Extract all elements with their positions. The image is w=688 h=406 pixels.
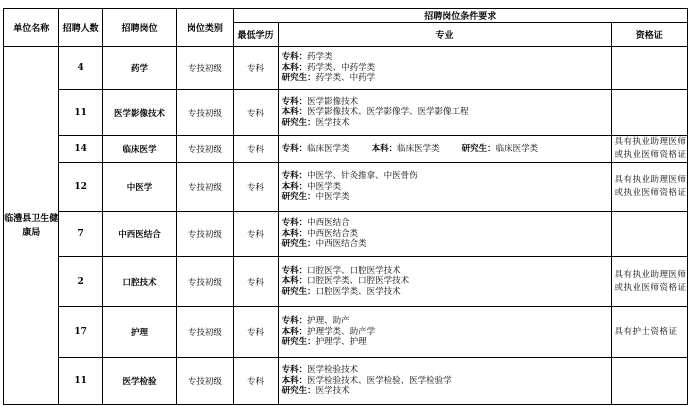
certificate-cell <box>611 212 687 257</box>
category-cell: 专技初级 <box>177 358 233 405</box>
major-level: 研究生： <box>461 143 496 154</box>
major-level: 专科： <box>281 316 308 327</box>
count-cell: 11 <box>59 358 102 405</box>
position-cell: 医学影像技术 <box>102 90 176 136</box>
table-row <box>4 136 688 163</box>
major-level: 专科： <box>281 365 308 376</box>
certificate-header: 资格证 <box>611 23 687 47</box>
major-level: 本科： <box>281 181 308 192</box>
major-text: 临床医学类 <box>495 143 539 154</box>
major-level: 研究生： <box>281 337 316 348</box>
count-cell: 2 <box>59 257 102 307</box>
requirements-header: 招聘岗位条件要求 <box>233 9 687 23</box>
major-text: 医学技术 <box>315 386 350 397</box>
major-level: 本科： <box>281 326 308 337</box>
unit-header: 单位名称 <box>4 9 59 47</box>
major-text: 中医学类 <box>307 181 342 192</box>
major-text: 口腔医学、口腔医学技术 <box>307 265 401 276</box>
category-cell: 专技初级 <box>177 90 233 136</box>
major-level: 研究生： <box>281 386 316 397</box>
certificate-cell <box>611 90 687 136</box>
certificate-cell: 具有护士资格证 <box>611 307 687 358</box>
count-cell: 14 <box>59 136 102 163</box>
major-cell <box>278 307 611 358</box>
certificate-cell <box>611 358 687 405</box>
major-line <box>282 316 611 327</box>
major-line <box>282 171 611 182</box>
position-cell: 中医学 <box>102 163 176 212</box>
major-level: 本科： <box>281 62 308 73</box>
major-level: 研究生： <box>281 286 316 297</box>
table-row <box>4 257 688 307</box>
major-level: 本科： <box>281 228 308 239</box>
major-line <box>282 97 611 108</box>
major-text: 医学影像技术、医学影像学、医学影像工程 <box>307 107 469 118</box>
major-text: 中医学类 <box>315 192 350 203</box>
major-line <box>282 287 611 298</box>
education-cell: 专科 <box>233 212 278 257</box>
major-level: 本科： <box>281 107 308 118</box>
category-cell: 专技初级 <box>177 257 233 307</box>
position-cell: 医学检验 <box>102 358 176 405</box>
major-cell <box>278 163 611 212</box>
recruitment-table <box>3 8 688 405</box>
table-row <box>4 212 688 257</box>
major-line <box>282 365 611 376</box>
major-text: 药学类、中药学类 <box>307 62 376 73</box>
major-text: 药学类、中药学 <box>315 73 376 84</box>
education-cell: 专科 <box>233 47 278 90</box>
major-text: 医学技术 <box>315 117 350 128</box>
major-text: 药学类 <box>307 52 333 63</box>
position-header: 招聘岗位 <box>102 9 176 47</box>
major-level: 专科： <box>281 52 308 63</box>
education-cell: 专科 <box>233 136 278 163</box>
category-cell: 专技初级 <box>177 307 233 358</box>
major-line <box>282 73 611 84</box>
count-cell: 11 <box>59 90 102 136</box>
major-cell <box>278 257 611 307</box>
major-level: 研究生： <box>281 73 316 84</box>
table-row <box>4 163 688 212</box>
major-header: 专业 <box>278 23 611 47</box>
education-cell: 专科 <box>233 257 278 307</box>
count-cell: 17 <box>59 307 102 358</box>
education-cell: 专科 <box>233 358 278 405</box>
certificate-cell: 具有执业助理医师或执业医师资格证 <box>611 136 687 163</box>
major-text: 护理学类、助产学 <box>307 326 376 337</box>
major-text: 医学检验技术、医学检验、医学检验学 <box>307 375 452 386</box>
major-cell <box>278 358 611 405</box>
major-line <box>282 386 611 397</box>
major-line <box>282 229 611 240</box>
major-line <box>282 192 611 203</box>
education-header: 最低学历 <box>233 23 278 47</box>
table-row <box>4 47 688 90</box>
major-cell <box>278 136 611 163</box>
major-cell <box>278 212 611 257</box>
major-line <box>282 337 611 348</box>
major-level: 专科： <box>281 218 308 229</box>
major-text: 医学检验技术 <box>307 365 359 376</box>
major-cell <box>278 90 611 136</box>
header-row-1 <box>4 9 688 23</box>
education-cell: 专科 <box>233 90 278 136</box>
major-level: 专科： <box>281 96 308 107</box>
major-text: 中西医结合类 <box>315 239 367 250</box>
certificate-cell <box>611 47 687 90</box>
category-cell: 专技初级 <box>177 47 233 90</box>
major-text: 护理、助产 <box>307 316 350 327</box>
position-cell: 临床医学 <box>102 136 176 163</box>
major-line <box>282 52 611 63</box>
major-text: 中西医结合 <box>307 218 350 229</box>
major-line <box>282 327 611 338</box>
major-level: 研究生： <box>281 239 316 250</box>
major-level: 专科： <box>281 265 308 276</box>
position-cell: 口腔技术 <box>102 257 176 307</box>
major-level: 研究生： <box>281 117 316 128</box>
major-text: 护理学、护理 <box>315 337 367 348</box>
certificate-cell: 具有执业助理医师或执业医师资格证 <box>611 257 687 307</box>
table-row <box>4 90 688 136</box>
education-cell: 专科 <box>233 307 278 358</box>
table-row <box>4 307 688 358</box>
major-text: 中医学、针灸推拿、中医骨伤 <box>307 171 418 182</box>
table-row <box>4 358 688 405</box>
major-line <box>282 144 611 155</box>
count-cell: 4 <box>59 47 102 90</box>
count-header: 招聘人数 <box>59 9 102 47</box>
major-line <box>282 376 611 387</box>
education-cell: 专科 <box>233 163 278 212</box>
major-line <box>282 266 611 277</box>
major-line <box>282 218 611 229</box>
category-cell: 专技初级 <box>177 163 233 212</box>
category-cell: 专技初级 <box>177 212 233 257</box>
category-cell: 专技初级 <box>177 136 233 163</box>
major-cell <box>278 47 611 90</box>
count-cell: 12 <box>59 163 102 212</box>
major-text: 临床医学类 <box>307 143 350 154</box>
position-cell: 中西医结合 <box>102 212 176 257</box>
major-text: 医学影像技术 <box>307 96 359 107</box>
position-cell: 药学 <box>102 47 176 90</box>
certificate-cell: 具有执业助理医师或执业医师资格证 <box>611 163 687 212</box>
major-level: 本科： <box>281 276 308 287</box>
major-line <box>282 63 611 74</box>
major-level: 专科： <box>281 143 308 154</box>
major-text: 口腔医学类、口腔医学技术 <box>307 276 410 287</box>
major-line <box>282 107 611 118</box>
major-line <box>282 182 611 193</box>
position-cell: 护理 <box>102 307 176 358</box>
major-text: 中西医结合类 <box>307 228 359 239</box>
major-line <box>282 239 611 250</box>
major-level: 专科： <box>281 171 308 182</box>
major-text: 口腔医学类、医学技术 <box>315 286 401 297</box>
major-level: 本科： <box>371 143 398 154</box>
category-header: 岗位类别 <box>177 9 233 47</box>
unit-name-cell: 临澧县卫生健康局 <box>4 47 59 405</box>
major-text: 临床医学类 <box>397 143 440 154</box>
count-cell: 7 <box>59 212 102 257</box>
major-level: 本科： <box>281 375 308 386</box>
major-line <box>282 118 611 129</box>
major-line <box>282 276 611 287</box>
major-level: 研究生： <box>281 192 316 203</box>
